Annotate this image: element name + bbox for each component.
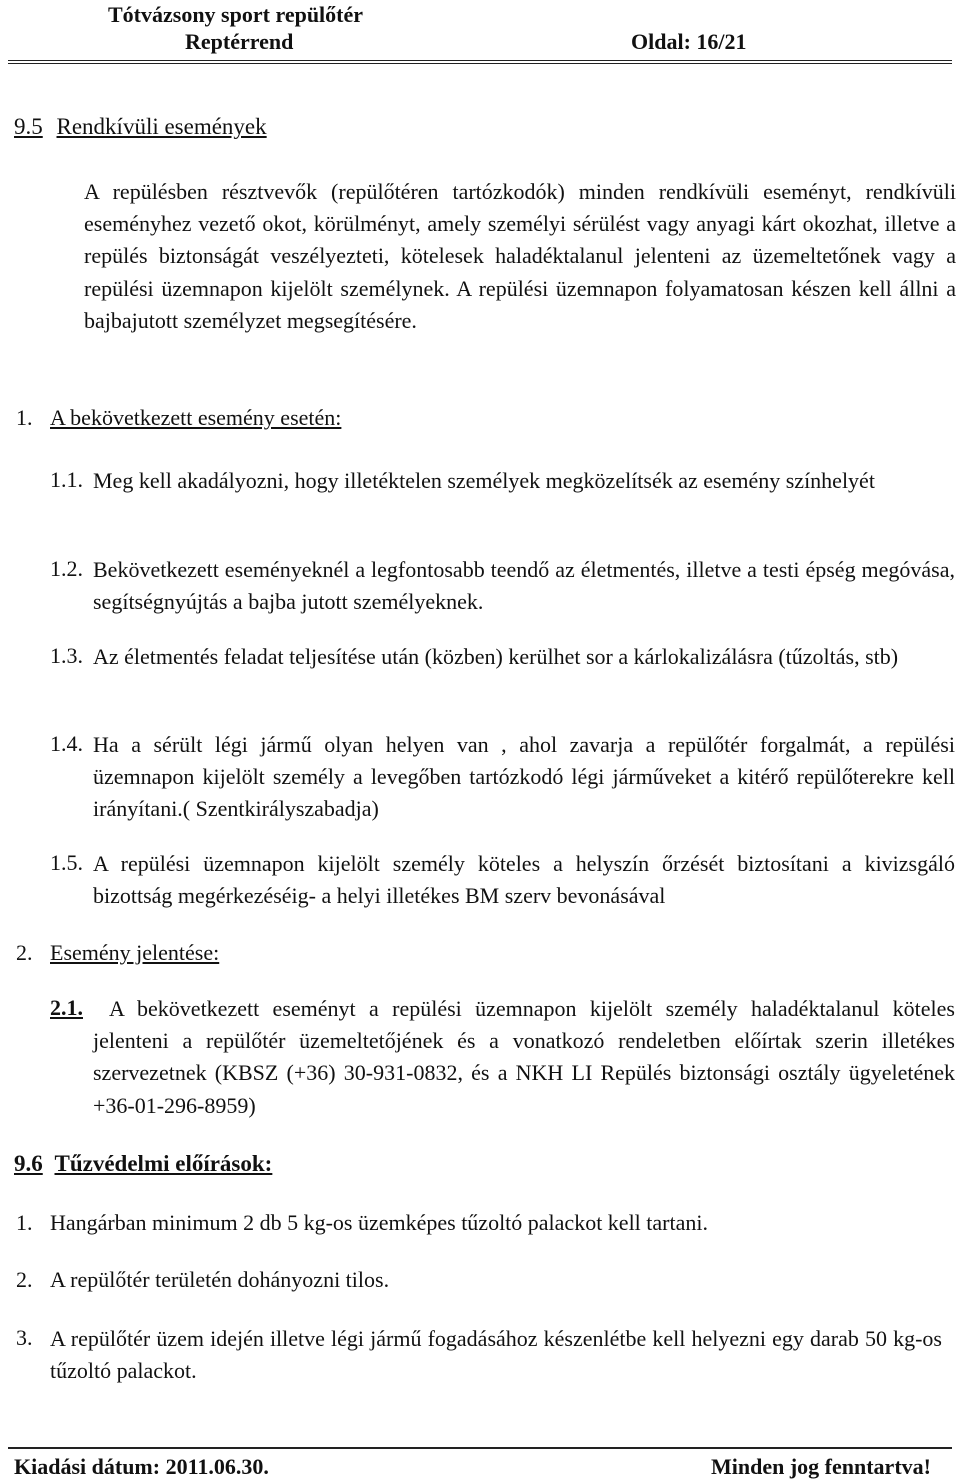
fire-item-number: 2. bbox=[16, 1267, 33, 1292]
sub-item-text: Bekövetkezett eseményeknél a legfontosabb teendő az életmentés, illetve a testi épség megóvása, segítségnyújtás a bajba jutott személyeknek. bbox=[93, 557, 955, 615]
sub-item-text: Ha a sérült légi jármű olyan helyen van , ahol zavarja a repülőtér forgalmát, a repülési üzemnapon kijelölt személy a levegőben tartózkodó légi járműveket a kitérő repülőterekre kell irányítani.( Szentkirályszabadja) bbox=[93, 732, 955, 822]
fire-item-number: 1. bbox=[16, 1210, 33, 1235]
section-title: Rendkívüli események bbox=[56, 114, 267, 139]
item-2-1-text: A bekövetkezett eseményt a repülési üzemnapon kijelölt személy haladéktalanul köteles jelenteni a repülőtér üzemeltetőjének és a vonatkozó rendeletben előírtak szerin illetékes szervezetnek (KBSZ (+36) 30-931-0832, és a NKH LI Repülés biztonsági osztály ügyeletének +36-01-296-8959) bbox=[93, 996, 955, 1118]
section-title: Tűzvédelmi előírások: bbox=[54, 1151, 273, 1176]
fire-item-number: 3. bbox=[16, 1325, 33, 1350]
fire-item-text: Hangárban minimum 2 db 5 kg-os üzemképes tűzoltó palackot kell tartani. bbox=[50, 1210, 708, 1235]
sub-item-text: A repülési üzemnapon kijelölt személy köteles a helyszín őrzését biztosítani a kivizsgáló bizottság megérkezéséig- a helyi illetékes BM szerv bevonásával bbox=[93, 851, 955, 909]
item-2-1-number: 2.1. bbox=[50, 995, 83, 1020]
header-organization: Tótvázsony sport repülőtér bbox=[108, 2, 364, 27]
section-number: 9.6 bbox=[14, 1151, 43, 1176]
intro-paragraph: A repülésben résztvevők (repülőtéren tartózkodók) minden rendkívüli eseményt, rendkívüli eseményhez vezető okot, körülményt, amely személyi sérülést vagy anyagi kárt okozhat, illetve a repülés biztonságát veszélyezteti, kötelesek haladéktalanul jelenteni az üzemeltetőnek vagy a repülési üzemnapon kijelölt személynek. A repülési üzemnapon folyamatosan készen kell állni a bajbajutott személyzet megsegítésére. bbox=[84, 179, 956, 333]
footer-rights: Minden jog fenntartva! bbox=[711, 1454, 931, 1479]
sub-item-number: 1.5. bbox=[50, 850, 83, 875]
fire-item-text: A repülőtér üzem idején illetve légi jármű fogadásához készenlétbe kell helyezni egy darab 50 kg-os tűzoltó palackot. bbox=[50, 1326, 942, 1384]
footer-issue-date: Kiadási dátum: 2011.06.30. bbox=[14, 1454, 269, 1479]
sub-item-number: 1.3. bbox=[50, 643, 83, 668]
section-9-5-heading bbox=[14, 114, 267, 140]
footer-rule bbox=[8, 1447, 952, 1449]
item-2-number: 2. bbox=[16, 940, 33, 965]
sub-item-number: 1.4. bbox=[50, 731, 83, 756]
header-rule-double bbox=[8, 63, 952, 64]
header-document-title: Reptérrend bbox=[185, 29, 294, 54]
sub-item-text: Meg kell akadályozni, hogy illetéktelen személyek megközelítsék az esemény színhelyét bbox=[93, 468, 875, 493]
item-1-number: 1. bbox=[16, 405, 33, 430]
fire-item-text: A repülőtér területén dohányozni tilos. bbox=[50, 1267, 390, 1292]
sub-item-text: Az életmentés feladat teljesítése után (közben) kerülhet sor a kárlokalizálásra (tűzoltás, stb) bbox=[93, 644, 899, 669]
item-1-title: A bekövetkezett esemény esetén: bbox=[50, 405, 342, 430]
item-2-title: Esemény jelentése: bbox=[50, 940, 220, 965]
sub-item-number: 1.1. bbox=[50, 467, 83, 492]
header-page-number: Oldal: 16/21 bbox=[631, 29, 747, 54]
section-9-6-heading bbox=[14, 1151, 272, 1177]
section-number: 9.5 bbox=[14, 114, 43, 139]
header-rule bbox=[8, 60, 952, 61]
sub-item-number: 1.2. bbox=[50, 556, 83, 581]
